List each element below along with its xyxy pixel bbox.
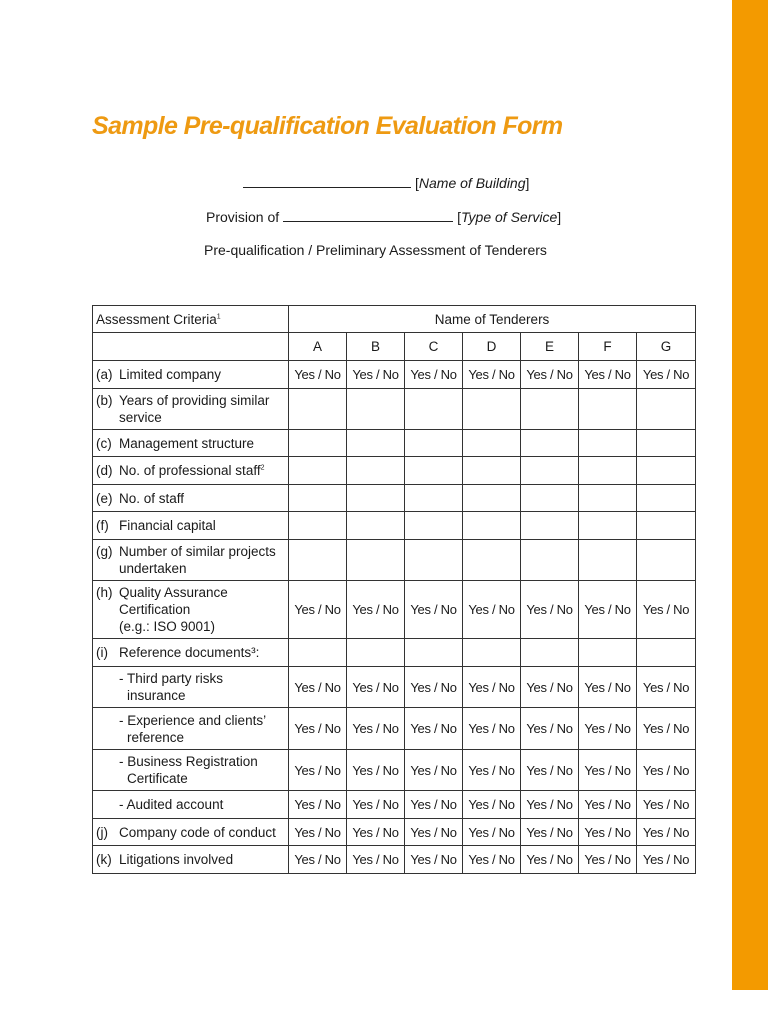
- answer-cell-b[interactable]: Yes / No: [347, 361, 405, 389]
- answer-cell-a[interactable]: Yes / No: [289, 581, 347, 639]
- answer-cell-d[interactable]: [463, 485, 521, 512]
- answer-cell-g[interactable]: Yes / No: [637, 846, 696, 874]
- answer-cell-f[interactable]: [579, 540, 637, 581]
- criteria-cell: [93, 708, 289, 750]
- provision-label: Provision of: [206, 209, 280, 225]
- criteria-text-line: - Business Registration: [119, 754, 258, 769]
- criteria-text-line: undertaken: [119, 561, 187, 576]
- answer-cell-f[interactable]: [579, 485, 637, 512]
- criteria-cell: [93, 457, 289, 485]
- criteria-text-line: Certification: [119, 602, 191, 617]
- answer-cell-g[interactable]: [637, 389, 696, 430]
- orange-side-bar: [732, 0, 768, 990]
- criteria-text-line: Certificate: [127, 771, 188, 786]
- criteria-text-line: Management structure: [119, 435, 255, 451]
- criteria-label: (f): [96, 518, 109, 533]
- answer-cell-d[interactable]: Yes / No: [463, 791, 521, 819]
- answer-cell-c[interactable]: Yes / No: [405, 581, 463, 639]
- answer-cell-b[interactable]: [347, 485, 405, 512]
- criteria-cell: [93, 750, 289, 791]
- answer-cell-c[interactable]: Yes / No: [405, 791, 463, 819]
- criteria-text-line: No. of professional staff$^2$: [119, 463, 265, 478]
- answer-cell-b[interactable]: Yes / No: [347, 819, 405, 846]
- criteria-label: (k): [96, 852, 112, 867]
- answer-cell-f[interactable]: [579, 430, 637, 457]
- answer-cell-d[interactable]: Yes / No: [463, 581, 521, 639]
- answer-cell-d[interactable]: Yes / No: [463, 819, 521, 846]
- criteria-text: [119, 543, 286, 577]
- criteria-text-line: Reference documents³:: [119, 645, 260, 660]
- answer-cell-g[interactable]: [637, 512, 696, 540]
- criteria-text-line: Years of providing similar: [119, 393, 270, 408]
- criteria-cell: [93, 791, 289, 819]
- criteria-text: [119, 366, 286, 383]
- answer-cell-d[interactable]: [463, 639, 521, 667]
- criteria-label: (h): [96, 585, 113, 600]
- answer-cell-e[interactable]: Yes / No: [521, 846, 579, 874]
- answer-cell-d[interactable]: [463, 512, 521, 540]
- answer-cell-f[interactable]: [579, 389, 637, 430]
- answer-cell-c[interactable]: Yes / No: [405, 819, 463, 846]
- criteria-text-line: insurance: [127, 688, 186, 703]
- answer-cell-e[interactable]: [521, 457, 579, 485]
- criteria-text-line: Quality Assurance: [119, 585, 228, 600]
- answer-cell-b[interactable]: [347, 389, 405, 430]
- answer-cell-e[interactable]: Yes / No: [521, 819, 579, 846]
- answer-cell-c[interactable]: Yes / No: [405, 750, 463, 791]
- answer-cell-a[interactable]: [289, 389, 347, 430]
- answer-cell-c[interactable]: [405, 389, 463, 430]
- answer-cell-c[interactable]: Yes / No: [405, 361, 463, 389]
- column-header-a: A: [289, 333, 347, 361]
- criteria-cell: [93, 430, 289, 457]
- criteria-text: [119, 584, 286, 635]
- criteria-text: [119, 462, 286, 479]
- answer-cell-b[interactable]: [347, 457, 405, 485]
- answer-cell-d[interactable]: Yes / No: [463, 846, 521, 874]
- answer-cell-e[interactable]: [521, 430, 579, 457]
- criteria-cell: [93, 512, 289, 540]
- answer-cell-a[interactable]: Yes / No: [289, 667, 347, 708]
- criteria-label: (b): [96, 393, 113, 408]
- table-row: [93, 485, 696, 512]
- answer-cell-g[interactable]: [637, 430, 696, 457]
- answer-cell-c[interactable]: Yes / No: [405, 667, 463, 708]
- criteria-text-line: - Third party risks: [119, 671, 224, 686]
- table-row: [93, 750, 696, 791]
- answer-cell-a[interactable]: [289, 485, 347, 512]
- answer-cell-b[interactable]: [347, 430, 405, 457]
- table-row: [93, 708, 696, 750]
- service-blank: [283, 208, 453, 222]
- criteria-text-line: reference: [127, 729, 185, 745]
- answer-cell-b[interactable]: [347, 639, 405, 667]
- answer-cell-c[interactable]: Yes / No: [405, 846, 463, 874]
- table-row: [93, 361, 696, 389]
- answer-cell-g[interactable]: [637, 639, 696, 667]
- table-row: [93, 819, 696, 846]
- criteria-label: (j): [96, 824, 108, 840]
- criteria-text-line: Company code of conduct: [119, 824, 276, 840]
- answer-cell-b[interactable]: Yes / No: [347, 708, 405, 750]
- answer-cell-c[interactable]: [405, 512, 463, 540]
- column-header-f: F: [579, 333, 637, 361]
- answer-cell-e[interactable]: [521, 540, 579, 581]
- answer-cell-f[interactable]: [579, 457, 637, 485]
- criteria-cell: [93, 667, 289, 708]
- answer-cell-e[interactable]: [521, 639, 579, 667]
- answer-cell-g[interactable]: Yes / No: [637, 750, 696, 791]
- criteria-text-line: Financial capital: [119, 518, 216, 533]
- blank-header-cell: [93, 333, 289, 361]
- column-header-d: D: [463, 333, 521, 361]
- criteria-label: (c): [96, 435, 112, 451]
- answer-cell-g[interactable]: [637, 485, 696, 512]
- answer-cell-d[interactable]: Yes / No: [463, 667, 521, 708]
- criteria-label: (g): [96, 544, 113, 559]
- answer-cell-f[interactable]: Yes / No: [579, 667, 637, 708]
- table-row: [93, 846, 696, 874]
- answer-cell-a[interactable]: Yes / No: [289, 819, 347, 846]
- criteria-cell: [93, 819, 289, 846]
- criteria-text-line: Number of similar projects: [119, 544, 276, 559]
- answer-cell-e[interactable]: Yes / No: [521, 791, 579, 819]
- answer-cell-a[interactable]: Yes / No: [289, 846, 347, 874]
- answer-cell-b[interactable]: [347, 512, 405, 540]
- criteria-text-line: - Experience and clients’: [119, 712, 267, 728]
- criteria-label: (i): [96, 645, 108, 660]
- table-header-row: [93, 306, 696, 333]
- answer-cell-d[interactable]: Yes / No: [463, 708, 521, 750]
- answer-cell-b[interactable]: Yes / No: [347, 791, 405, 819]
- answer-cell-f[interactable]: Yes / No: [579, 361, 637, 389]
- answer-cell-e[interactable]: Yes / No: [521, 581, 579, 639]
- answer-cell-c[interactable]: [405, 485, 463, 512]
- column-header-e: E: [521, 333, 579, 361]
- answer-cell-d[interactable]: [463, 540, 521, 581]
- criteria-text: [119, 517, 286, 534]
- criteria-text-line: (e.g.: ISO 9001): [119, 619, 216, 634]
- criteria-label: (a): [96, 367, 113, 382]
- criteria-label: (e): [96, 490, 113, 506]
- criteria-cell: [93, 846, 289, 874]
- building-line: [Name of Building]: [243, 174, 529, 191]
- criteria-text-line: Litigations involved: [119, 852, 234, 867]
- answer-cell-f[interactable]: [579, 639, 637, 667]
- criteria-text-line: - Audited account: [119, 797, 224, 812]
- criteria-cell: [93, 485, 289, 512]
- answer-cell-e[interactable]: [521, 485, 579, 512]
- answer-cell-d[interactable]: [463, 389, 521, 430]
- answer-cell-g[interactable]: [637, 457, 696, 485]
- criteria-text: [119, 490, 286, 507]
- criteria-cell: [93, 540, 289, 581]
- criteria-label: (d): [96, 463, 113, 478]
- answer-cell-f[interactable]: Yes / No: [579, 791, 637, 819]
- table-row: [93, 639, 696, 667]
- tenderers-header: Name of Tenderers: [289, 306, 696, 333]
- answer-cell-a[interactable]: Yes / No: [289, 791, 347, 819]
- answer-cell-b[interactable]: Yes / No: [347, 750, 405, 791]
- criteria-text: [119, 435, 286, 452]
- answer-cell-a[interactable]: [289, 512, 347, 540]
- answer-cell-e[interactable]: Yes / No: [521, 708, 579, 750]
- answer-cell-g[interactable]: Yes / No: [637, 791, 696, 819]
- answer-cell-d[interactable]: [463, 457, 521, 485]
- criteria-cell: [93, 361, 289, 389]
- answer-cell-f[interactable]: Yes / No: [579, 708, 637, 750]
- answer-cell-c[interactable]: Yes / No: [405, 708, 463, 750]
- provision-line: Provision of [Type of Service]: [206, 209, 562, 225]
- table-row: [93, 667, 696, 708]
- criteria-header: Assessment Criteria$^1$: [93, 306, 289, 333]
- column-header-g: G: [637, 333, 696, 361]
- answer-cell-b[interactable]: Yes / No: [347, 581, 405, 639]
- table-row: [93, 430, 696, 457]
- answer-cell-d[interactable]: [463, 430, 521, 457]
- answer-cell-a[interactable]: [289, 430, 347, 457]
- answer-cell-d[interactable]: Yes / No: [463, 361, 521, 389]
- form-subtitle: Pre-qualification / Preliminary Assessment of Tenderers: [204, 242, 547, 258]
- answer-cell-a[interactable]: [289, 457, 347, 485]
- answer-cell-a[interactable]: Yes / No: [289, 708, 347, 750]
- criteria-cell: [93, 581, 289, 639]
- criteria-text: [119, 851, 286, 868]
- column-header-b: B: [347, 333, 405, 361]
- table-row: [93, 457, 696, 485]
- criteria-text: [119, 392, 286, 426]
- answer-cell-c[interactable]: [405, 540, 463, 581]
- answer-cell-a[interactable]: [289, 540, 347, 581]
- answer-cell-g[interactable]: Yes / No: [637, 819, 696, 846]
- answer-cell-e[interactable]: Yes / No: [521, 361, 579, 389]
- table-row: [93, 791, 696, 819]
- answer-cell-f[interactable]: Yes / No: [579, 846, 637, 874]
- answer-cell-a[interactable]: [289, 639, 347, 667]
- table-row: [93, 540, 696, 581]
- footnote-marker: 2: [260, 464, 265, 472]
- answer-cell-g[interactable]: Yes / No: [637, 581, 696, 639]
- criteria-text-line: Limited company: [119, 367, 222, 382]
- column-header-c: C: [405, 333, 463, 361]
- criteria-cell: [93, 639, 289, 667]
- answer-cell-g[interactable]: Yes / No: [637, 361, 696, 389]
- answer-cell-c[interactable]: [405, 430, 463, 457]
- answer-cell-g[interactable]: [637, 540, 696, 581]
- answer-cell-f[interactable]: Yes / No: [579, 819, 637, 846]
- building-blank: [243, 174, 411, 188]
- answer-cell-f[interactable]: Yes / No: [579, 581, 637, 639]
- answer-cell-e[interactable]: [521, 512, 579, 540]
- answer-cell-g[interactable]: Yes / No: [637, 667, 696, 708]
- page-title: Sample Pre-qualification Evaluation Form: [92, 112, 563, 140]
- column-letters-row: [93, 333, 696, 361]
- service-label: Type of Service: [461, 209, 558, 225]
- answer-cell-e[interactable]: Yes / No: [521, 750, 579, 791]
- answer-cell-e[interactable]: Yes / No: [521, 667, 579, 708]
- criteria-text: [119, 824, 286, 841]
- criteria-text: [119, 644, 286, 661]
- answer-cell-g[interactable]: Yes / No: [637, 708, 696, 750]
- answer-cell-c[interactable]: [405, 457, 463, 485]
- answer-cell-a[interactable]: Yes / No: [289, 361, 347, 389]
- building-label: Name of Building: [418, 175, 526, 191]
- criteria-cell: [93, 389, 289, 430]
- answer-cell-b[interactable]: Yes / No: [347, 846, 405, 874]
- criteria-text-line: service: [119, 410, 162, 425]
- answer-cell-a[interactable]: Yes / No: [289, 750, 347, 791]
- table-row: [93, 512, 696, 540]
- criteria-text-line: No. of staff: [119, 490, 185, 506]
- answer-cell-c[interactable]: [405, 639, 463, 667]
- table-row: [93, 581, 696, 639]
- answer-cell-f[interactable]: [579, 512, 637, 540]
- answer-cell-b[interactable]: [347, 540, 405, 581]
- assessment-table: [92, 305, 696, 874]
- answer-cell-b[interactable]: Yes / No: [347, 667, 405, 708]
- answer-cell-f[interactable]: Yes / No: [579, 750, 637, 791]
- answer-cell-d[interactable]: Yes / No: [463, 750, 521, 791]
- answer-cell-e[interactable]: [521, 389, 579, 430]
- table-row: [93, 389, 696, 430]
